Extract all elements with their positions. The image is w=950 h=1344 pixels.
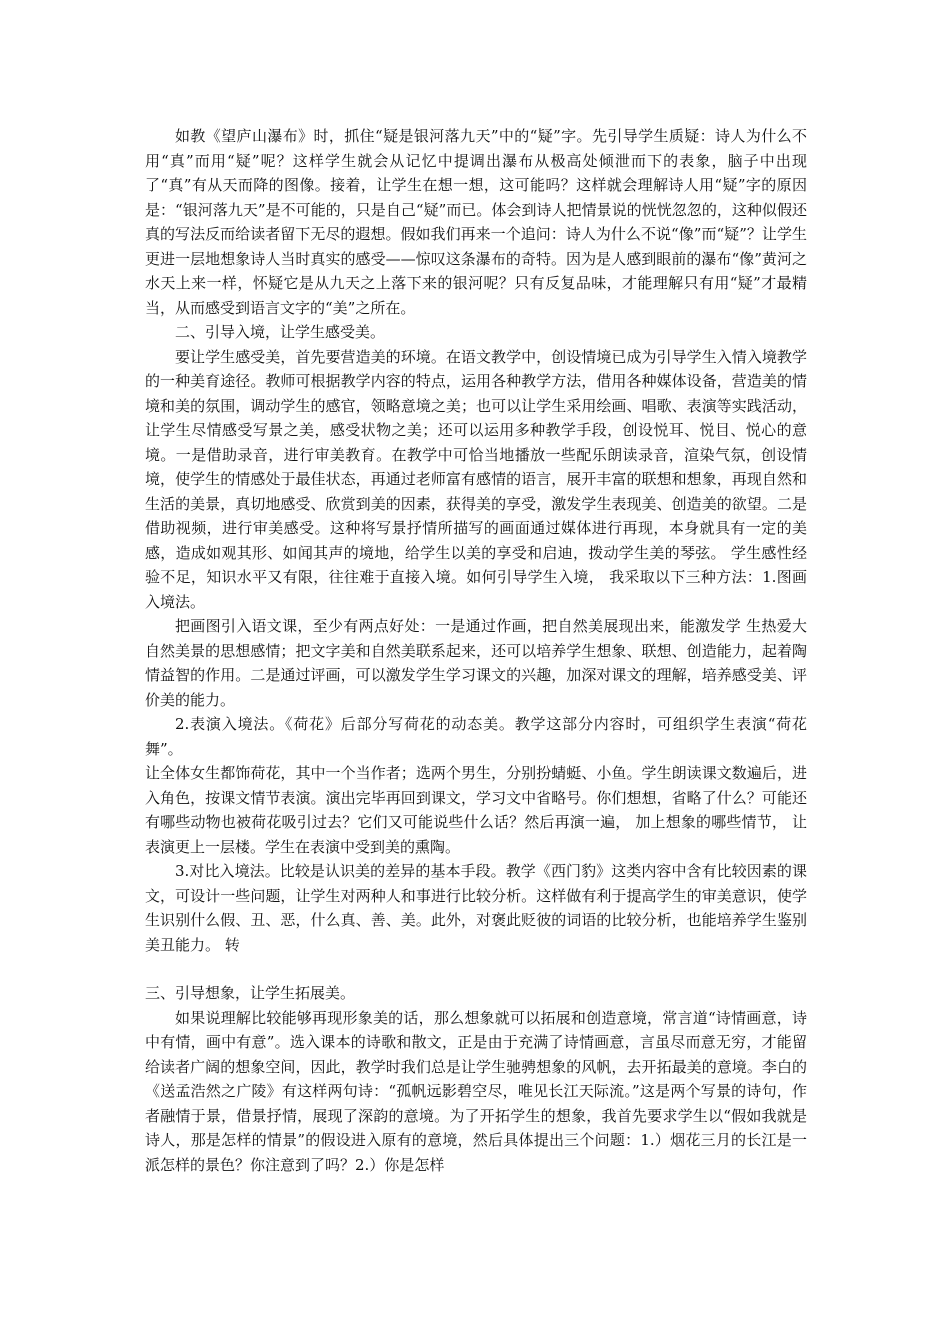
paragraph-imagination: 如果说理解比较能够再现形象美的话，那么想象就可以拓展和创造意境，常言道“诗情画意，诗中有情，画中有意”。选入课本的诗歌和散文，正是由于充满了诗情画意，言虽尽而意无穷，才能留给读者广阔的想象空间，因此，教学时我们总是让学生驰骋想象的风帆，去开拓最美的意境。李白的《送孟浩然之广陵》有这样两句诗：“孤帆远影碧空尽，唯见长江天际流。”这是两个写景的诗句，作者融情于景，借景抒情，展现了深韵的意境。为了开拓学生的想象，我首先要求学生以“假如我就是诗人，那是怎样的情景”的假设进入原有的意境，然后具体提出三个问题：1.）烟花三月的长江是一派怎样的景色？你注意到了吗？2.）你是怎样 [145,1008,807,1174]
section-heading-2: 二、引导入境，让学生感受美。 [175,323,386,341]
paragraph-create-environment: 要让学生感受美，首先要营造美的环境。在语文教学中，创设情境已成为引导学生入情入境教学的一种美育途径。教师可根据教学内容的特点，运用各种教学方法，借用各种媒体设备，营造美的情境和美的氛围，调动学生的感官，领略意境之美；也可以让学生采用绘画、唱歌、表演等实践活动，让学生尽情感受写景之美，感受状物之美；还可以运用多种教学手段，创设悦耳、悦目、悦心的意境。一是借助录音，进行审美教育。在教学中可恰当地播放一些配乐朗读录音，渲染气氛，创设情境，使学生的情感处于最佳状态，再通过老师富有感情的语言，展开丰富的联想和想象，再现自然和生活的美景，真切地感受、欣赏到美的因素，获得美的享受，激发学生表现美、创造美的欲望。二是借助视频，进行审美感受。这种将写景抒情所描写的画面通过媒体进行再现，本身就具有一定的美感，造成如观其形、如闻其声的境地，给学生以美的享受和启迪，拨动学生美的琴弦。 学生感性经验不足，知识水平又有限，往往难于直接入境。如何引导学生入境， 我采取以下三种方法：1.图画入境法。 [145,347,807,611]
paragraph-comparison-method: 3.对比入境法。比较是认识美的差异的基本手段。教学《西门豹》这类内容中含有比较因素的课文，可设计一些问题，让学生对两种人和事进行比较分析。这样做有利于提高学生的审美意识，使学生识别什么假、丑、恶，什么真、善、美。此外，对褒此贬彼的词语的比较分析，也能培养学生鉴别美丑能力。 转 [145,862,807,954]
paragraph-performance-method: 2.表演入境法。《荷花》后部分写荷花的动态美。教学这部分内容时，可组织学生表演“荷花舞”。 [145,715,807,758]
document-page [145,124,807,1177]
paragraph-drawing-method: 把画图引入语文课，至少有两点好处：一是通过作画，把自然美展现出来，能激发学 生热爱大自然美景的思想感情；把文字美和自然美联系起来，还可以培养学生想象、联想、创造能力，起着陶情益智的作用。二是通过评画，可以激发学生学习课文的兴趣，加深对课文的理解，培养感受美、评价美的能力。 [145,617,807,709]
section-heading-3: 三、引导想象，让学生拓展美。 [145,984,356,1002]
paragraph-performance-detail: 让全体女生都饰荷花，其中一个当作者；选两个男生，分别扮蜻蜓、小鱼。学生朗读课文数遍后，进入角色，按课文情节表演。演出完毕再回到课文，学习文中省略号。你们想想，省略了什么？可能还有哪些动物也被荷花吸引过去？它们又可能说些什么话？然后再演一遍， 加上想象的哪些情节， 让表演更上一层楼。学生在表演中受到美的熏陶。 [145,764,807,856]
paragraph-yi-zi-analysis: 如教《望庐山瀑布》时，抓住“疑是银河落九天”中的“疑”字。先引导学生质疑：诗人为什么不用“真”而用“疑”呢？这样学生就会从记忆中提调出瀑布从极高处倾泄而下的表象，脑子中出现了“真”有从天而降的图像。接着，让学生在想一想，这可能吗？这样就会理解诗人用“疑”字的原因是：“银河落九天”是不可能的，只是自己“疑”而已。体会到诗人把情景说的恍恍忽忽的，这种似假还真的写法反而给读者留下无尽的遐想。假如我们再来一个追问：诗人为什么不说“像”而“疑”？让学生更进一层地想象诗人当时真实的感受——惊叹这条瀑布的奇特。因为是人感到眼前的瀑布“像”黄河之水天上来一样，怀疑它是从九天之上落下来的银河呢？只有反复品味，才能理解只有用“疑”才最精当，从而感受到语言文字的“美”之所在。 [145,127,807,317]
blank-line [145,957,807,981]
